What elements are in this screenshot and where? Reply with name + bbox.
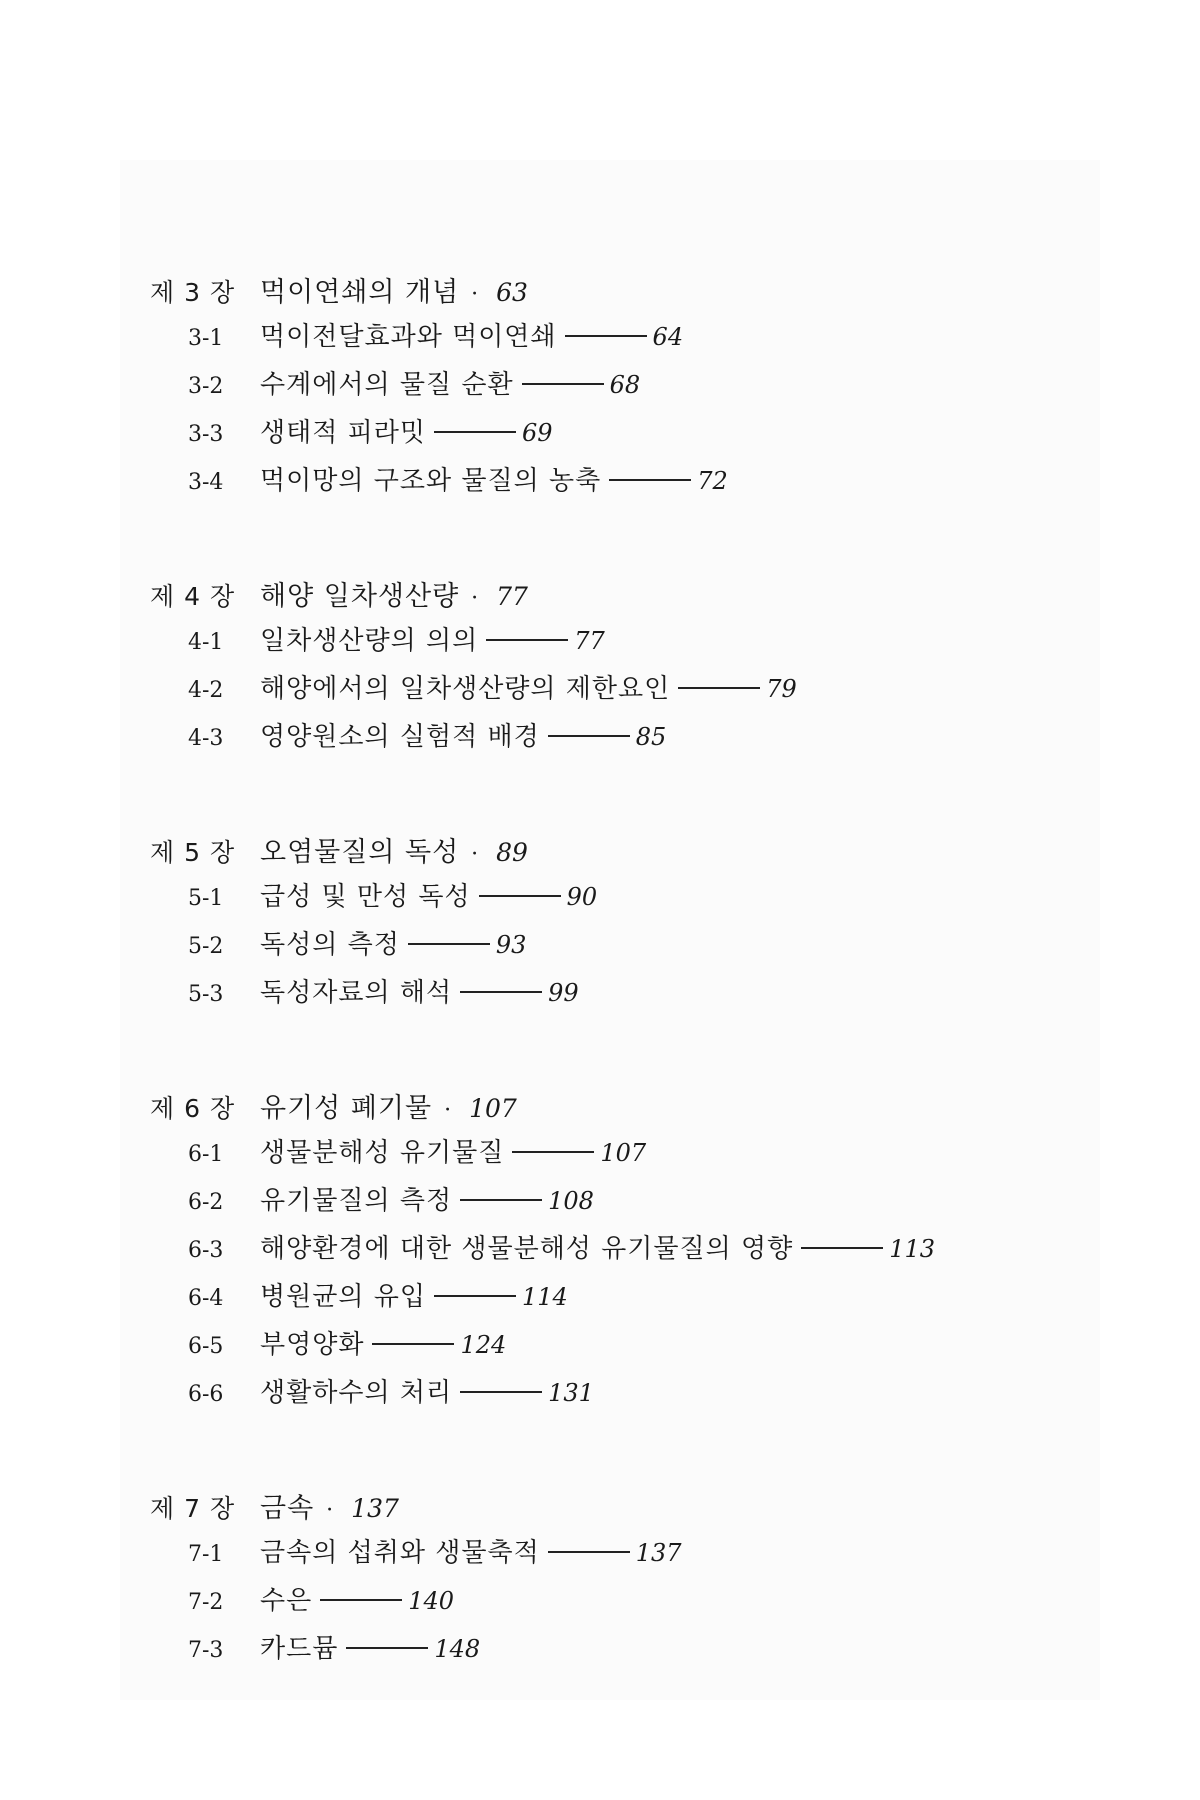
section-number: 4-1	[188, 630, 224, 655]
chapter-heading	[150, 574, 1050, 620]
chapter-label: 제 5 장	[150, 838, 236, 867]
section-entry	[150, 972, 1050, 1020]
section-entry	[150, 716, 1050, 764]
section-page-number: 99	[548, 979, 579, 1007]
section-title: 생활하수의 처리	[260, 1378, 453, 1408]
leader-line	[512, 1151, 594, 1153]
leader-line	[460, 991, 542, 993]
chapter-title: 금속	[260, 1493, 315, 1524]
section-entry	[150, 364, 1050, 412]
section-page-number: 64	[652, 323, 684, 351]
section-number: 4-2	[188, 678, 224, 703]
leader-line	[372, 1343, 454, 1345]
leader-line	[408, 943, 490, 945]
section-number: 6-6	[188, 1382, 224, 1407]
section-title: 병원균의 유입	[260, 1282, 426, 1312]
chapter-dot: ·	[326, 1498, 334, 1523]
section-number: 5-3	[188, 982, 224, 1007]
leader-line	[460, 1199, 542, 1201]
section-entry	[150, 1180, 1050, 1228]
section-entry	[150, 1324, 1050, 1372]
section-page-number: 124	[460, 1331, 507, 1359]
chapter-block	[150, 1486, 1050, 1676]
leader-line	[678, 687, 760, 689]
leader-line	[434, 431, 516, 433]
section-page-number: 79	[766, 675, 797, 703]
section-number: 6-2	[188, 1190, 224, 1215]
section-number: 3-2	[188, 374, 224, 399]
chapter-dot: ·	[471, 842, 479, 867]
section-number: 6-4	[188, 1286, 224, 1311]
section-entry	[150, 1580, 1050, 1628]
section-title: 수은	[260, 1586, 313, 1616]
chapter-page-number: 77	[496, 582, 528, 611]
chapter-block	[150, 270, 1050, 508]
section-title: 독성자료의 해석	[260, 978, 453, 1008]
leader-line	[434, 1295, 516, 1297]
chapter-label: 제 6 장	[150, 1094, 236, 1123]
section-title: 급성 및 만성 독성	[260, 882, 471, 912]
chapter-heading	[150, 830, 1050, 876]
section-page-number: 90	[566, 883, 598, 911]
section-entry	[150, 316, 1050, 364]
leader-line	[565, 335, 647, 337]
chapter-heading	[150, 270, 1050, 316]
leader-line	[801, 1247, 883, 1249]
chapter-label: 제 7 장	[150, 1494, 236, 1523]
leader-line	[548, 735, 630, 737]
chapter-block	[150, 1086, 1050, 1420]
section-entry	[150, 1132, 1050, 1180]
section-number: 6-5	[188, 1334, 224, 1359]
section-title: 일차생산량의 의의	[260, 626, 479, 656]
section-entry	[150, 1228, 1050, 1276]
section-entry	[150, 1628, 1050, 1676]
chapter-heading	[150, 1486, 1050, 1532]
section-entry	[150, 876, 1050, 924]
leader-line	[609, 479, 691, 481]
section-number: 5-1	[188, 886, 224, 911]
section-page-number: 108	[548, 1187, 594, 1215]
section-title: 수계에서의 물질 순환	[260, 370, 514, 400]
section-number: 3-4	[188, 470, 224, 495]
section-page-number: 68	[609, 371, 641, 399]
section-page-number: 72	[697, 467, 728, 495]
leader-line	[548, 1551, 630, 1553]
section-title: 생물분해성 유기물질	[260, 1138, 505, 1168]
chapter-page-number: 89	[496, 838, 528, 867]
chapter-page-number: 107	[469, 1094, 517, 1123]
leader-line	[479, 895, 561, 897]
section-number: 4-3	[188, 726, 224, 751]
section-number: 3-1	[188, 326, 224, 351]
chapter-dot: ·	[471, 282, 479, 307]
section-page-number: 148	[434, 1635, 481, 1663]
section-number: 5-2	[188, 934, 224, 959]
section-title: 해양환경에 대한 생물분해성 유기물질의 영향	[260, 1234, 794, 1264]
section-page-number: 107	[600, 1139, 647, 1167]
section-number: 6-1	[188, 1142, 224, 1167]
section-entry	[150, 1532, 1050, 1580]
section-title: 카드뮴	[260, 1634, 339, 1664]
section-title: 영양원소의 실험적 배경	[260, 722, 540, 752]
section-title: 생태적 피라밋	[260, 418, 426, 448]
chapter-heading	[150, 1086, 1050, 1132]
section-title: 독성의 측정	[260, 930, 400, 960]
chapter-label: 제 4 장	[150, 582, 236, 611]
chapter-page-number: 137	[351, 1494, 399, 1523]
chapter-title: 유기성 폐기물	[260, 1093, 433, 1124]
leader-line	[320, 1599, 402, 1601]
section-number: 6-3	[188, 1238, 224, 1263]
section-entry	[150, 412, 1050, 460]
chapter-title: 오염물질의 독성	[260, 837, 460, 868]
section-title: 부영양화	[260, 1330, 365, 1360]
leader-line	[522, 383, 604, 385]
section-number: 7-1	[188, 1542, 224, 1567]
section-title: 먹이전달효과와 먹이연쇄	[260, 322, 557, 352]
section-number: 7-3	[188, 1638, 224, 1663]
section-title: 해양에서의 일차생산량의 제한요인	[260, 674, 671, 704]
leader-line	[460, 1391, 542, 1393]
section-entry	[150, 460, 1050, 508]
section-number: 3-3	[188, 422, 224, 447]
chapter-dot: ·	[471, 586, 479, 611]
section-page-number: 114	[521, 1283, 568, 1311]
section-title: 유기물질의 측정	[260, 1186, 453, 1216]
leader-line	[346, 1647, 428, 1649]
section-page-number: 137	[635, 1539, 682, 1567]
section-page-number: 77	[574, 627, 605, 655]
chapter-block	[150, 574, 1050, 764]
chapter-block	[150, 830, 1050, 1020]
chapter-title: 먹이연쇄의 개념	[260, 277, 460, 308]
section-page-number: 131	[548, 1379, 594, 1407]
section-title: 먹이망의 구조와 물질의 농축	[260, 466, 602, 496]
table-of-contents	[150, 270, 1050, 1742]
chapter-page-number: 63	[496, 278, 528, 307]
chapter-title: 해양 일차생산량	[260, 581, 460, 612]
section-page-number: 69	[521, 419, 553, 447]
section-page-number: 93	[495, 931, 527, 959]
leader-line	[486, 639, 568, 641]
section-entry	[150, 668, 1050, 716]
section-entry	[150, 620, 1050, 668]
section-entry	[150, 1372, 1050, 1420]
section-title: 금속의 섭취와 생물축적	[260, 1538, 540, 1568]
chapter-label: 제 3 장	[150, 278, 236, 307]
section-entry	[150, 1276, 1050, 1324]
section-page-number: 140	[408, 1587, 455, 1615]
section-page-number: 113	[889, 1235, 936, 1263]
section-page-number: 85	[635, 723, 667, 751]
section-number: 7-2	[188, 1590, 224, 1615]
section-entry	[150, 924, 1050, 972]
chapter-dot: ·	[444, 1098, 452, 1123]
